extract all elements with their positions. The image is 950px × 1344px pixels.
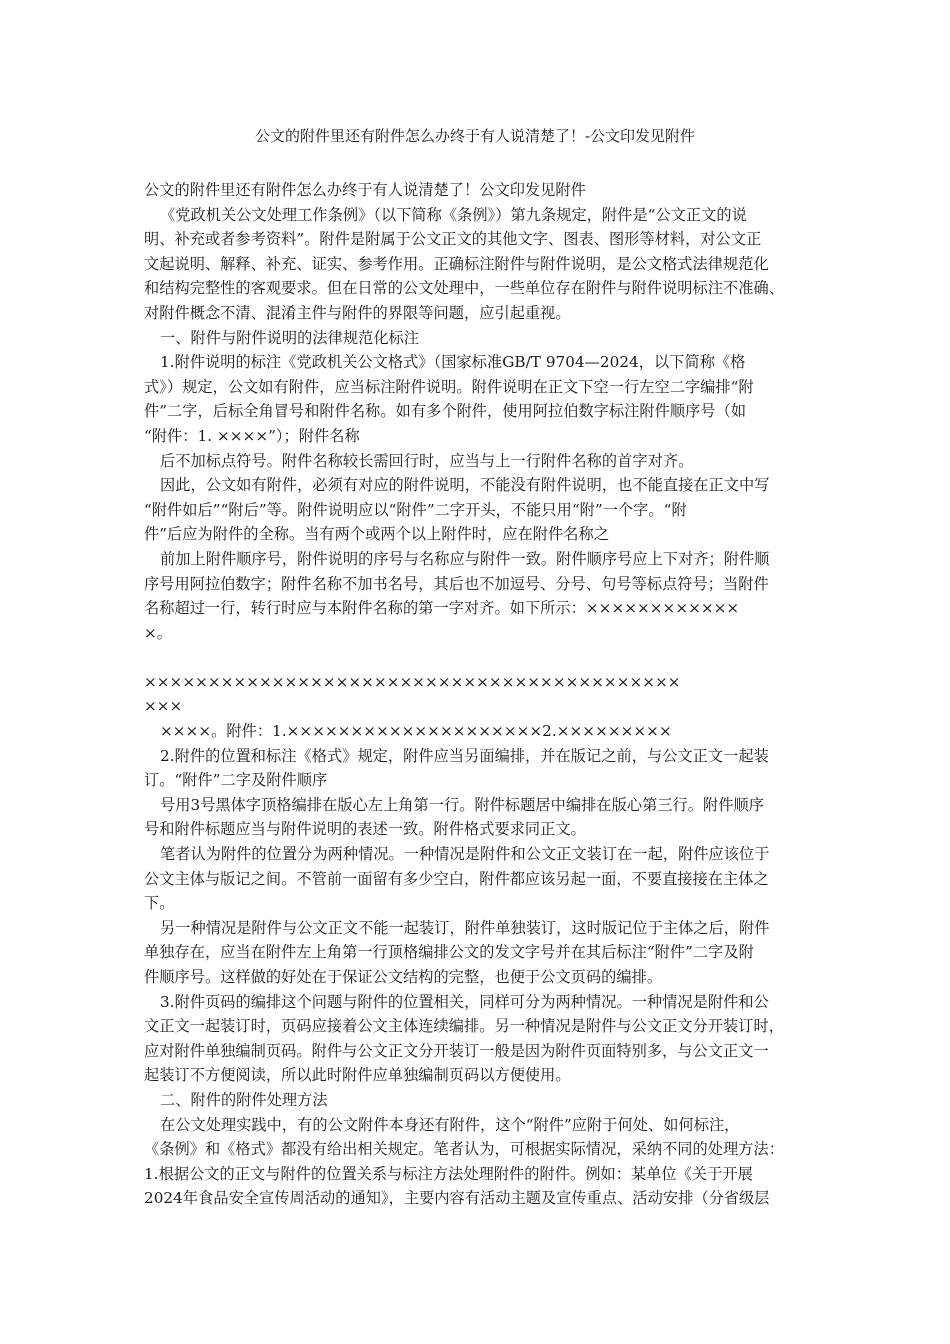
text-line: 2.附件的位置和标注《格式》规定，附件应当另面编排，并在版记之前，与公文正文一起装 [160, 746, 769, 765]
text-line: 名称超过一行，转行时应与本附件名称的第一字对齐。如下所示：×××××××××××× [144, 599, 740, 618]
text-line: 单独存在，应当在附件左上角第一行顶格编排公文的发文字号并在其后标注“附件”二字及附 [144, 943, 754, 962]
text-line: 因此，公文如有附件，必须有对应的附件说明，不能没有附件说明，也不能直接在正文中写 [160, 476, 770, 495]
text-line: 笔者认为附件的位置分为两种情况。一种情况是附件和公文正文装订在一起，附件应该位于 [160, 845, 770, 864]
text-line: 式》）规定，公文如有附件，应当标注附件说明。附件说明在正文下空一行左空二字编排“附 [144, 377, 754, 396]
text-line: 公文主体与版记之间。不管前一面留有多少空白，附件都应该另起一面，不要直接接在主体之 [144, 869, 769, 888]
text-line: 《党政机关公文处理工作条例》（以下简称《条例》）第九条规定，附件是“公文正文的说 [160, 205, 747, 224]
text-line: 后不加标点符号。附件名称较长需回行时，应当与上一行附件名称的首字对齐。 [160, 451, 694, 470]
text-line: “附件如后”“附后”等。附件说明应以“附件”二字开头，不能只用“附”一个字。“附 [144, 500, 687, 519]
text-line: 在公文处理实践中，有的公文附件本身还有附件，这个“附件”应附于何处、如何标注， [160, 1115, 740, 1134]
text-line: 件顺序号。这样做的好处在于保证公文结构的完整，也便于公文页码的编排。 [144, 968, 663, 986]
text-line: ×。 [144, 623, 173, 642]
text-line: 号和附件标题应当与附件说明的表述一致。附件格式要求同正文。 [144, 820, 586, 839]
text-line: 3.附件页码的编排这个问题与附件的位置相关，同样可分为两种情况。一种情况是附件和公 [160, 992, 769, 1011]
text-line: 1.附件说明的标注《党政机关公文格式》（国家标准GB/T 9704—2024，以下简称《格 [160, 353, 746, 372]
text-line: 订。“附件”二字及附件顺序 [144, 771, 328, 790]
text-line: 下。 [144, 894, 175, 913]
text-line: 件”后应为附件的全称。当有两个或两个以上附件时，应在附件名称之 [144, 525, 609, 544]
text-line: 文正文一起装订时，页码应接着公文主体连续编排。另一种情况是附件与公文正文分开装订时， [144, 1017, 784, 1036]
text-line: “附件：1. ××××”）；附件名称 [144, 426, 360, 445]
text-line: ×××××××××××××××××××××××××××××××××××××××××× [144, 672, 681, 691]
text-line: 公文的附件里还有附件怎么办终于有人说清楚了！公文印发见附件 [144, 181, 586, 199]
text-line: ××× [144, 697, 183, 716]
text-line: 文起说明、解释、补充、证实、参考作用。正确标注附件与附件说明，是公文格式法律规范化 [144, 254, 769, 273]
text-line: 序号用阿拉伯数字；附件名称不加书名号，其后也不加逗号、分号、句号等标点符号；当附件 [144, 574, 769, 593]
text-line: 应对附件单独编制页码。附件与公文正文分开装订一般是因为附件页面特别多，与公文正文一 [144, 1041, 769, 1060]
document-body [144, 178, 816, 1211]
page-title: 公文的附件里还有附件怎么办终于有人说清楚了！-公文印发见附件 [254, 127, 696, 145]
text-line: 2024年食品安全宣传周活动的通知》，主要内容有活动主题及宣传重点、活动安排（分省级层 [144, 1189, 770, 1208]
text-line: 明、补充或者参考资料”。附件是附属于公文正文的其他文字、图表、图形等材料，对公文正 [144, 230, 762, 249]
text-line: 1.根据公文的正文与附件的位置关系与标注方法处理附件的附件。例如：某单位《关于开展 [144, 1164, 753, 1183]
text-line: ××××。附件：1.××××××××××××××××××××2.××××××××× [160, 722, 672, 741]
section-heading: 一、附件与附件说明的法律规范化标注 [160, 328, 420, 347]
text-line: 号用3号黑体字顶格编排在版心左上角第一行。附件标题居中编排在版心第三行。附件顺序 [160, 795, 764, 814]
text-line: 起装订不方便阅读，所以此时附件应单独编制页码以方便使用。 [144, 1066, 571, 1085]
text-line: 《条例》和《格式》都没有给出相关规定。笔者认为，可根据实际情况，采纳不同的处理方法： [144, 1140, 784, 1159]
text-line: 和结构完整性的客观要求。但在日常的公文处理中，一些单位存在附件与附件说明标注不准确、 [144, 279, 784, 298]
text-line: 前加上附件顺序号，附件说明的序号与名称应与附件一致。附件顺序号应上下对齐；附件顺 [160, 549, 770, 568]
section-heading: 二、附件的附件处理方法 [160, 1090, 328, 1109]
blank-line [144, 645, 816, 670]
text-line: 对附件概念不清、混淆主件与附件的界限等问题，应引起重视。 [144, 303, 571, 322]
text-line: 另一种情况是附件与公文正文不能一起装订，附件单独装订，这时版记位于主体之后，附件 [160, 918, 770, 937]
text-line: 件”二字，后标全角冒号和附件名称。如有多个附件，使用阿拉伯数字标注附件顺序号（如 [144, 402, 747, 421]
